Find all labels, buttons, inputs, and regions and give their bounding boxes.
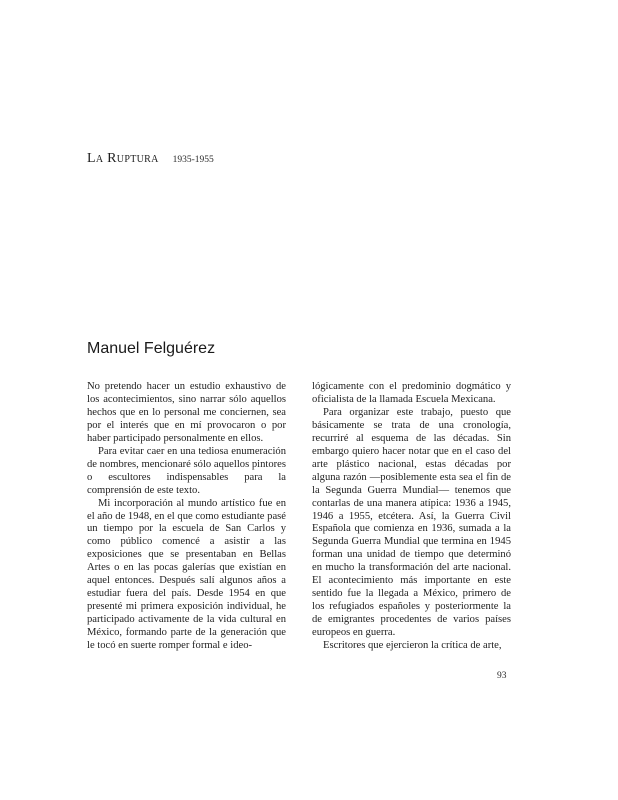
paragraph: Para evitar caer en una tediosa enumeración de nombres, mencionaré sólo aquellos pintores o escultores indispensables para la comprensión de este texto.: [87, 445, 286, 496]
chapter-title: La Ruptura: [87, 151, 159, 166]
chapter-header: [87, 149, 214, 167]
chapter-years: 1935-1955: [172, 155, 214, 165]
author-name: Manuel Felguérez: [87, 340, 216, 357]
page-number: 93: [497, 671, 507, 681]
paragraph: Para organizar este trabajo, puesto que básicamente se trata de una cronología, recurriré al esquema de las décadas. Sin embargo quiero hacer notar que en el caso del arte plástico nacional, estas décadas por alguna razón —posiblemente esta sea el fin de la Segunda Guerra Mundial— tenemos que contarlas de una manera atípica: 1936 a 1945, 1946 a 1955, etcétera. Así, la Guerra Civil Española que comienza en 1936, sumada a la Segunda Guerra Mundial que termina en 1945 forman una unidad de tiempo que determinó en mucho la transformación del arte nacional. El acontecimiento más importante en este sentido fue la llegada a México, primero de los refugiados españoles y posteriormente la de emigrantes procedentes de varios países europeos en guerra.: [312, 406, 511, 639]
right-column: [312, 381, 511, 653]
paragraph: Mi incorporación al mundo artístico fue en el año de 1948, en el que como estudiante pasé un tiempo por la escuela de San Carlos y como público comencé a asistir a las exposiciones que se presentaban en Bellas Artes o en las pocas galerías que existían en aquel entonces. Después salí algunos años a estudiar fuera del país. Desde 1954 en que presenté mi primera exposición individual, he participado activamente de la vida cultural en México, formando parte de la generación que le tocó en suerte romper formal e ideo-: [87, 497, 286, 652]
paragraph: lógicamente con el predominio dogmático y oficialista de la llamada Escuela Mexicana.: [312, 381, 511, 405]
paragraph: Escritores que ejercieron la crítica de arte,: [323, 640, 502, 652]
left-column: [87, 381, 286, 653]
paragraph: No pretendo hacer un estudio exhaustivo de los acontecimientos, sino narrar sólo aquellos hechos que en lo personal me conciernen, sea por el interés que en mí provocaron o por haber participado personalmente en ellos.: [87, 381, 286, 444]
